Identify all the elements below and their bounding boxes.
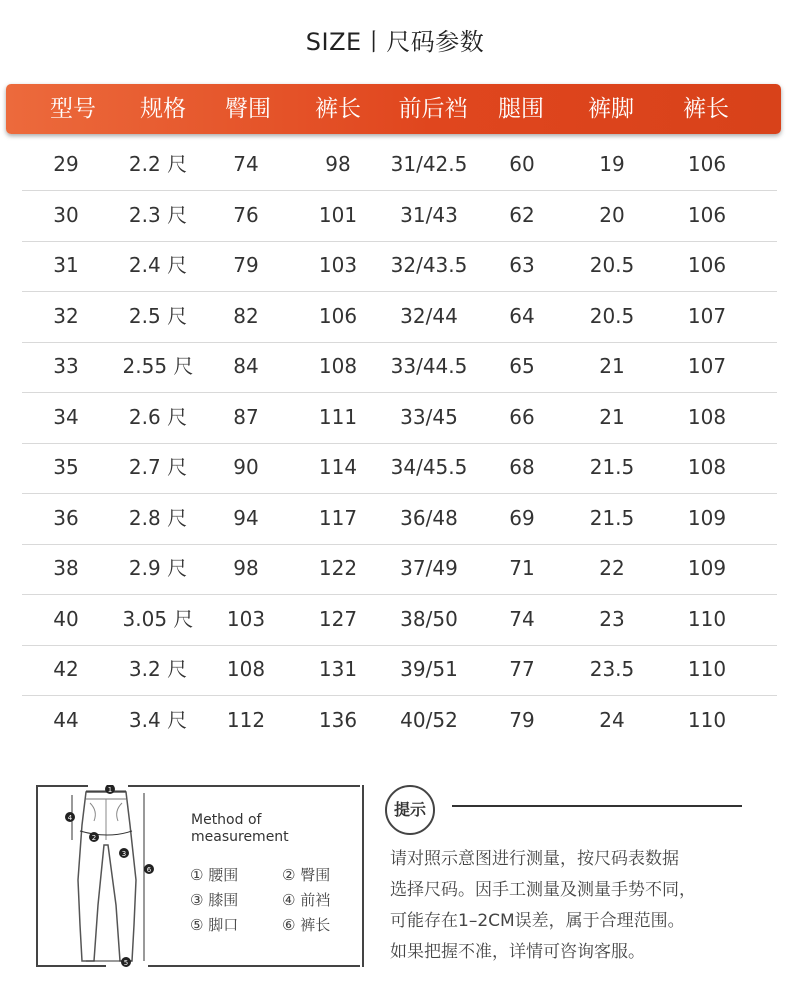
marker-6: 6 — [146, 866, 152, 874]
cell-length: 114 — [318, 455, 358, 479]
cell-spec: 2.8 尺 — [128, 505, 188, 530]
cell-outseam: 108 — [687, 455, 727, 479]
cell-length: 131 — [318, 657, 358, 681]
cell-rise: 38/50 — [400, 606, 458, 631]
cell-model: 32 — [53, 303, 79, 328]
cell-length: 111 — [318, 404, 358, 429]
cell-outseam: 108 — [687, 404, 727, 429]
table-row — [22, 545, 777, 595]
cell-rise: 31/42.5 — [390, 152, 468, 176]
cell-thigh: 63 — [509, 253, 535, 277]
cell-hip: 90 — [233, 455, 259, 479]
cell-hip: 112 — [226, 707, 266, 732]
cell-length: 117 — [318, 505, 358, 530]
cell-thigh: 74 — [509, 606, 535, 631]
table-row — [22, 343, 777, 393]
cell-spec: 2.6 尺 — [128, 404, 188, 429]
cell-rise: 32/44 — [400, 303, 458, 328]
cell-hip: 84 — [233, 354, 259, 378]
cell-leg-opening: 20 — [599, 202, 625, 227]
legend-waist: ① 腰围 — [190, 866, 239, 884]
table-row — [22, 293, 777, 343]
cell-thigh: 79 — [509, 707, 535, 732]
cell-length: 136 — [318, 707, 358, 732]
cell-length: 103 — [318, 253, 358, 277]
cell-thigh: 64 — [509, 303, 535, 328]
table-row — [22, 596, 777, 646]
table-row — [22, 394, 777, 444]
cell-hip: 76 — [233, 202, 259, 227]
cell-outseam: 110 — [687, 657, 727, 681]
cell-leg-opening: 20.5 — [589, 303, 635, 328]
table-row — [22, 646, 777, 696]
header-outseam: 裤长 — [683, 96, 729, 122]
cell-rise: 32/43.5 — [390, 253, 468, 277]
table-row — [22, 697, 777, 747]
cell-thigh: 71 — [509, 556, 535, 580]
pants-illustration — [38, 785, 178, 969]
cell-length: 122 — [318, 556, 358, 580]
cell-model: 36 — [53, 505, 79, 530]
cell-hip: 79 — [233, 253, 259, 277]
cell-leg-opening: 23 — [599, 606, 625, 631]
cell-thigh: 66 — [509, 404, 535, 429]
cell-spec: 2.7 尺 — [128, 455, 188, 479]
marker-3: 3 — [121, 850, 127, 858]
cell-outseam: 106 — [687, 152, 727, 176]
cell-hip: 82 — [233, 303, 259, 328]
cell-rise: 37/49 — [400, 556, 458, 580]
cell-model: 29 — [53, 152, 79, 176]
marker-5: 5 — [123, 959, 129, 967]
cell-model: 34 — [53, 404, 79, 429]
page-title: SIZE丨尺码参数 — [305, 28, 485, 56]
cell-spec: 2.5 尺 — [128, 303, 188, 328]
cell-spec: 2.9 尺 — [128, 556, 188, 580]
cell-thigh: 68 — [509, 455, 535, 479]
cell-rise: 33/44.5 — [390, 354, 468, 378]
cell-outseam: 106 — [687, 202, 727, 227]
cell-spec: 3.4 尺 — [128, 707, 188, 732]
cell-thigh: 65 — [509, 354, 535, 378]
tip-badge: 提示 — [385, 785, 435, 835]
marker-4: 4 — [67, 814, 73, 822]
cell-outseam: 107 — [687, 354, 727, 378]
cell-rise: 33/45 — [400, 404, 458, 429]
table-row — [22, 444, 777, 494]
cell-leg-opening: 21 — [599, 404, 625, 429]
cell-hip: 108 — [226, 657, 266, 681]
tip-line-3: 可能存在1–2CM误差，属于合理范围。 — [390, 911, 685, 931]
cell-spec: 2.2 尺 — [128, 152, 188, 176]
cell-hip: 103 — [226, 606, 266, 631]
cell-leg-opening: 21 — [599, 354, 625, 378]
cell-outseam: 106 — [687, 253, 727, 277]
cell-leg-opening: 21.5 — [589, 505, 635, 530]
cell-length: 108 — [318, 354, 358, 378]
header-model: 型号 — [50, 96, 96, 122]
method-title: Method of measurement — [191, 812, 289, 845]
cell-outseam: 107 — [687, 303, 727, 328]
table-row — [22, 192, 777, 242]
cell-leg-opening: 24 — [599, 707, 625, 732]
legend-hip: ② 臀围 — [282, 866, 331, 884]
table-row — [22, 141, 777, 191]
cell-length: 127 — [318, 606, 358, 631]
header-rise: 前后裆 — [398, 96, 468, 122]
cell-rise: 40/52 — [400, 707, 458, 732]
legend-knee: ③ 膝围 — [190, 891, 239, 909]
cell-model: 40 — [53, 606, 79, 631]
cell-length: 101 — [318, 202, 358, 227]
header-hip: 臀围 — [225, 96, 271, 122]
marker-2: 2 — [91, 834, 97, 842]
cell-spec: 3.05 尺 — [122, 606, 194, 631]
tip-text — [390, 844, 770, 968]
legend-front-rise: ④ 前裆 — [282, 891, 331, 909]
header-leg-opening: 裤脚 — [588, 96, 634, 122]
legend-leg-opening: ⑤ 脚口 — [190, 916, 239, 934]
cell-model: 30 — [53, 202, 79, 227]
cell-length: 98 — [325, 152, 351, 176]
cell-outseam: 109 — [687, 556, 727, 580]
cell-thigh: 69 — [509, 505, 535, 530]
table-row — [22, 495, 777, 545]
cell-leg-opening: 19 — [599, 152, 625, 176]
cell-leg-opening: 22 — [599, 556, 625, 580]
tip-line-4: 如果把握不准，详情可咨询客服。 — [390, 942, 645, 962]
cell-leg-opening: 20.5 — [589, 253, 635, 277]
cell-spec: 3.2 尺 — [128, 657, 188, 681]
tip-divider — [452, 805, 742, 807]
cell-rise: 34/45.5 — [390, 455, 468, 479]
cell-length: 106 — [318, 303, 358, 328]
cell-spec: 2.55 尺 — [122, 354, 194, 378]
cell-spec: 2.4 尺 — [128, 253, 188, 277]
header-thigh: 腿围 — [498, 96, 544, 122]
cell-model: 31 — [53, 253, 79, 277]
cell-rise: 31/43 — [400, 202, 458, 227]
cell-hip: 94 — [233, 505, 259, 530]
cell-model: 38 — [53, 556, 79, 580]
tip-line-1: 请对照示意图进行测量，按尺码表数据 — [390, 849, 679, 869]
cell-thigh: 77 — [509, 657, 535, 681]
cell-rise: 39/51 — [400, 657, 458, 681]
cell-outseam: 110 — [687, 707, 727, 732]
cell-hip: 98 — [233, 556, 259, 580]
cell-outseam: 109 — [687, 505, 727, 530]
header-length: 裤长 — [315, 96, 361, 122]
table-row — [22, 242, 777, 292]
cell-leg-opening: 21.5 — [589, 455, 635, 479]
marker-1: 1 — [107, 786, 113, 794]
cell-rise: 36/48 — [400, 505, 458, 530]
legend-length: ⑥ 裤长 — [282, 916, 331, 934]
cell-outseam: 110 — [687, 606, 727, 631]
cell-thigh: 60 — [509, 152, 535, 176]
cell-spec: 2.3 尺 — [128, 202, 188, 227]
header-spec: 规格 — [140, 96, 186, 122]
cell-model: 33 — [53, 354, 79, 378]
cell-leg-opening: 23.5 — [589, 657, 635, 681]
tip-line-2: 选择尺码。因手工测量及测量手势不同， — [390, 880, 696, 900]
cell-model: 35 — [53, 455, 79, 479]
cell-model: 44 — [53, 707, 79, 732]
size-table-header — [6, 84, 781, 134]
measurement-diagram — [36, 785, 364, 967]
cell-hip: 74 — [233, 152, 259, 176]
cell-thigh: 62 — [509, 202, 535, 227]
cell-model: 42 — [53, 657, 79, 681]
cell-hip: 87 — [233, 404, 259, 429]
